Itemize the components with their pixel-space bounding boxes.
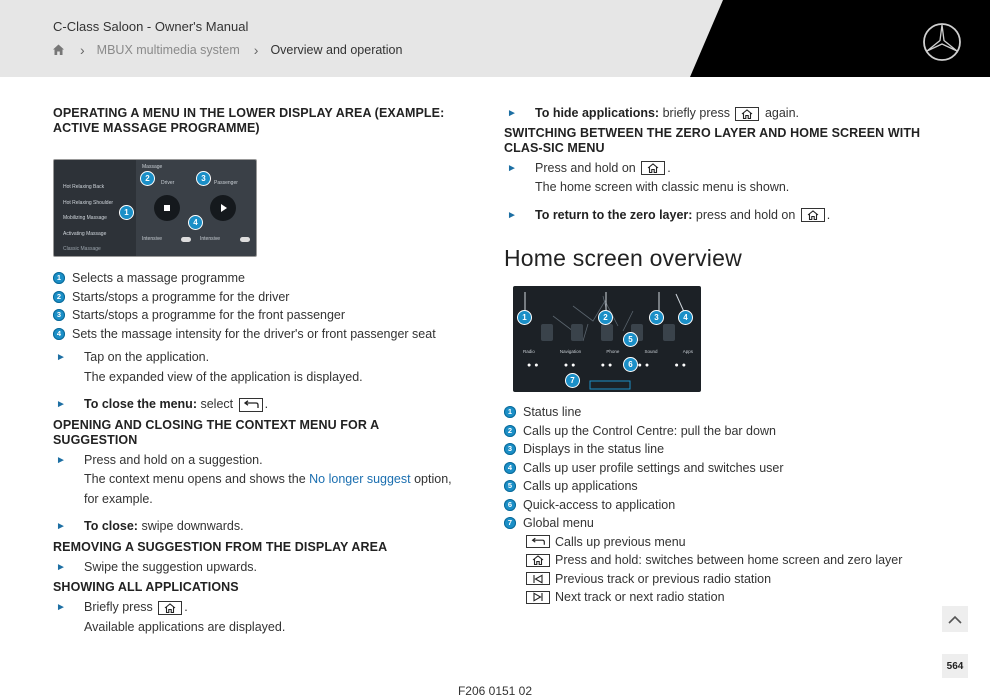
- callout-1: 1: [119, 205, 134, 220]
- section-heading-switching: SWITCHING BETWEEN THE ZERO LAYER AND HOME SCREEN WITH CLAS-SIC MENU: [504, 125, 921, 155]
- no-longer-suggest-link[interactable]: No longer suggest: [309, 472, 411, 486]
- step-arrow-icon: ►: [507, 108, 517, 119]
- stop-button-icon: [154, 195, 180, 221]
- legend-item: [53, 306, 458, 325]
- legend-number: 6: [504, 499, 516, 511]
- massage-top-label: Massage: [142, 164, 163, 170]
- step-arrow-icon: ►: [56, 399, 66, 410]
- massage-menu-item: Hot Relaxing Back: [63, 184, 105, 190]
- brand-star-icon: [922, 22, 962, 62]
- page-header: [0, 0, 990, 77]
- massage-legend: [53, 269, 458, 343]
- callout-2: 2: [598, 310, 613, 325]
- legend-number: 2: [504, 425, 516, 437]
- step-tap-application: [53, 348, 458, 387]
- step-swipe-up: [53, 558, 458, 578]
- section-heading-context-menu: OPENING AND CLOSING THE CONTEXT MENU FOR A SUGGESTION: [53, 417, 379, 447]
- home-key-icon: [158, 601, 182, 615]
- legend-text: Quick-access to application: [523, 497, 676, 512]
- legend-number: 4: [504, 462, 516, 474]
- step-bold: To close the menu:: [84, 397, 197, 411]
- step-arrow-icon: ►: [56, 454, 66, 466]
- step-press-hold-home: ► Press and hold on . The home screen with classic menu is shown.: [504, 159, 924, 198]
- legend-item: [504, 403, 924, 422]
- home-screen-image: [513, 286, 701, 392]
- intensity-label-passenger: Intensive: [200, 236, 221, 242]
- global-menu-text: Press and hold: switches between home screen and zero layer: [555, 553, 903, 567]
- step-result: [84, 470, 458, 509]
- legend-text: Sets the massage intensity for the driver's or front passenger seat: [72, 326, 436, 341]
- home-key-icon: [526, 554, 550, 567]
- global-menu-item: [524, 588, 924, 607]
- context-text-pre: The context menu opens and shows the: [84, 472, 306, 486]
- home-screen-legend: [504, 403, 924, 533]
- step-bold: To close:: [84, 519, 138, 533]
- legend-number: 1: [504, 406, 516, 418]
- callout-6: 6: [623, 357, 638, 372]
- step-text: Press and hold on: [535, 160, 636, 175]
- previous-track-key-icon: [526, 572, 550, 585]
- legend-item: [504, 440, 924, 459]
- intensity-label-driver: Intensive: [142, 236, 163, 242]
- global-menu-text: Previous track or previous radio station: [555, 571, 772, 586]
- legend-text: Selects a massage programme: [72, 271, 245, 285]
- app-label: Phone: [606, 349, 620, 354]
- legend-item: [504, 459, 924, 478]
- global-menu-list: [524, 533, 924, 607]
- step-arrow-icon: ►: [56, 602, 66, 613]
- context-text-post: option, for example.: [84, 472, 452, 506]
- step-result: Available applications are displayed.: [84, 619, 286, 634]
- step-arrow-icon: ►: [507, 209, 517, 221]
- step-text: briefly press: [662, 106, 730, 120]
- home-key-icon: [641, 161, 665, 175]
- breadcrumb-item-mbux[interactable]: MBUX multimedia system: [96, 43, 240, 57]
- step-text: Briefly press: [84, 600, 153, 614]
- legend-item: [53, 325, 458, 344]
- global-menu-item: [524, 533, 924, 552]
- footer-code: F206 0151 02: [457, 684, 533, 698]
- legend-text: Global menu: [523, 516, 594, 530]
- app-label: Sound: [644, 349, 658, 354]
- callout-3: 3: [649, 310, 664, 325]
- callout-4: 4: [188, 215, 203, 230]
- step-arrow-icon: ►: [56, 352, 66, 363]
- step-arrow-icon: ►: [507, 162, 517, 174]
- breadcrumb: [52, 42, 402, 58]
- massage-menu-item: Classic Massage: [63, 246, 101, 252]
- section-heading-showing-apps: SHOWING ALL APPLICATIONS: [53, 580, 239, 594]
- legend-item: [504, 477, 924, 496]
- scroll-to-top-button[interactable]: [942, 606, 968, 632]
- step-text-after: again.: [764, 106, 799, 120]
- left-column: [53, 106, 458, 637]
- passenger-label: Passenger: [214, 180, 238, 186]
- chevron-up-icon: [948, 615, 962, 624]
- app-label: Radio: [523, 349, 535, 354]
- page-number[interactable]: 564: [942, 654, 968, 678]
- callout-2: 2: [140, 171, 155, 186]
- section-heading-removing-suggestion: REMOVING A SUGGESTION FROM THE DISPLAY AREA: [53, 539, 388, 554]
- global-menu-text: Calls up previous menu: [555, 534, 686, 549]
- legend-item: [504, 496, 924, 515]
- step-close-menu: ► To close the menu: select .: [53, 395, 458, 415]
- callout-5: 5: [623, 332, 638, 347]
- step-arrow-icon: ►: [56, 521, 66, 532]
- section-heading-operating-menu: OPERATING A MENU IN THE LOWER DISPLAY AREA (EXAMPLE: ACTIVE MASSAGE PROGRAMME): [53, 106, 445, 135]
- step-arrow-icon: ►: [56, 561, 66, 573]
- massage-screen-image: [53, 159, 257, 257]
- step-text: select: [200, 397, 234, 411]
- legend-text: Calls up the Control Centre: pull the bar down: [523, 423, 776, 438]
- home-key-icon: [735, 107, 759, 121]
- play-button-icon: [210, 195, 236, 221]
- home-key-icon: [801, 208, 825, 222]
- legend-number: 4: [53, 328, 65, 340]
- legend-item: [504, 422, 924, 441]
- legend-number: 7: [504, 517, 516, 529]
- callout-4: 4: [678, 310, 693, 325]
- step-text: press and hold on: [695, 207, 796, 222]
- step-briefly-press: ► Briefly press . Available applications are displayed.: [53, 598, 458, 637]
- callout-7: 7: [565, 373, 580, 388]
- global-menu-text: Next track or next radio station: [555, 590, 725, 604]
- legend-number: 1: [53, 272, 65, 284]
- step-text: Tap on the application.: [84, 350, 210, 364]
- legend-number: 3: [504, 443, 516, 455]
- step-return-zero-layer: ► To return to the zero layer: press and hold on .: [504, 206, 924, 226]
- legend-number: 3: [53, 309, 65, 321]
- back-key-icon: [526, 535, 550, 548]
- step-hide-applications: [504, 104, 924, 124]
- home-icon[interactable]: [52, 43, 66, 57]
- step-press-hold-suggestion: [53, 451, 458, 510]
- legend-text: Starts/stops a programme for the front passenger: [72, 308, 346, 322]
- step-text: swipe downwards.: [141, 519, 244, 533]
- manual-title: C-Class Saloon - Owner's Manual: [53, 19, 249, 34]
- home-app-labels: [523, 349, 693, 354]
- app-label: Navigation: [559, 349, 582, 354]
- step-text: Press and hold on a suggestion.: [84, 452, 263, 467]
- app-label: Apps: [682, 349, 693, 354]
- step-bold: To return to the zero layer:: [535, 207, 693, 222]
- chevron-right-icon: ›: [253, 42, 259, 58]
- right-column: [504, 104, 924, 607]
- legend-number: 2: [53, 291, 65, 303]
- legend-text: Status line: [523, 405, 582, 419]
- callout-1: 1: [517, 310, 532, 325]
- quick-access-dots: ●● ●● ●● ●● ●●: [527, 362, 689, 369]
- back-key-icon: [239, 398, 263, 412]
- next-track-key-icon: [526, 591, 550, 604]
- driver-label: Driver: [161, 180, 175, 186]
- legend-text: Calls up applications: [523, 479, 638, 493]
- legend-item: [53, 269, 458, 288]
- massage-menu-item: Hot Relaxing Shoulder: [63, 199, 114, 206]
- intensity-toggle-passenger: [240, 237, 250, 242]
- step-text: Swipe the suggestion upwards.: [84, 559, 258, 574]
- step-close-context: [53, 517, 458, 537]
- legend-text: Displays in the status line: [523, 442, 665, 456]
- breadcrumb-item-overview: Overview and operation: [270, 43, 403, 57]
- section-title-home-screen: Home screen overview: [504, 245, 742, 271]
- step-result: The home screen with classic menu is shown.: [535, 180, 790, 194]
- legend-item: [53, 288, 458, 307]
- massage-menu-item: Mobilizing Massage: [63, 215, 107, 221]
- callout-3: 3: [196, 171, 211, 186]
- global-menu-item: [524, 551, 924, 570]
- legend-item: [504, 514, 924, 533]
- intensity-toggle-driver: [181, 237, 191, 242]
- chevron-right-icon: ›: [80, 42, 85, 58]
- home-screen-lines: [513, 286, 701, 392]
- legend-text: Calls up user profile settings and switches user: [523, 460, 784, 475]
- massage-menu-item: Activating Massage: [63, 230, 107, 237]
- legend-number: 5: [504, 480, 516, 492]
- step-bold: To hide applications:: [535, 106, 660, 120]
- step-result: The expanded view of the application is displayed.: [84, 369, 363, 384]
- legend-text: Starts/stops a programme for the driver: [72, 289, 290, 304]
- global-menu-item: [524, 570, 924, 589]
